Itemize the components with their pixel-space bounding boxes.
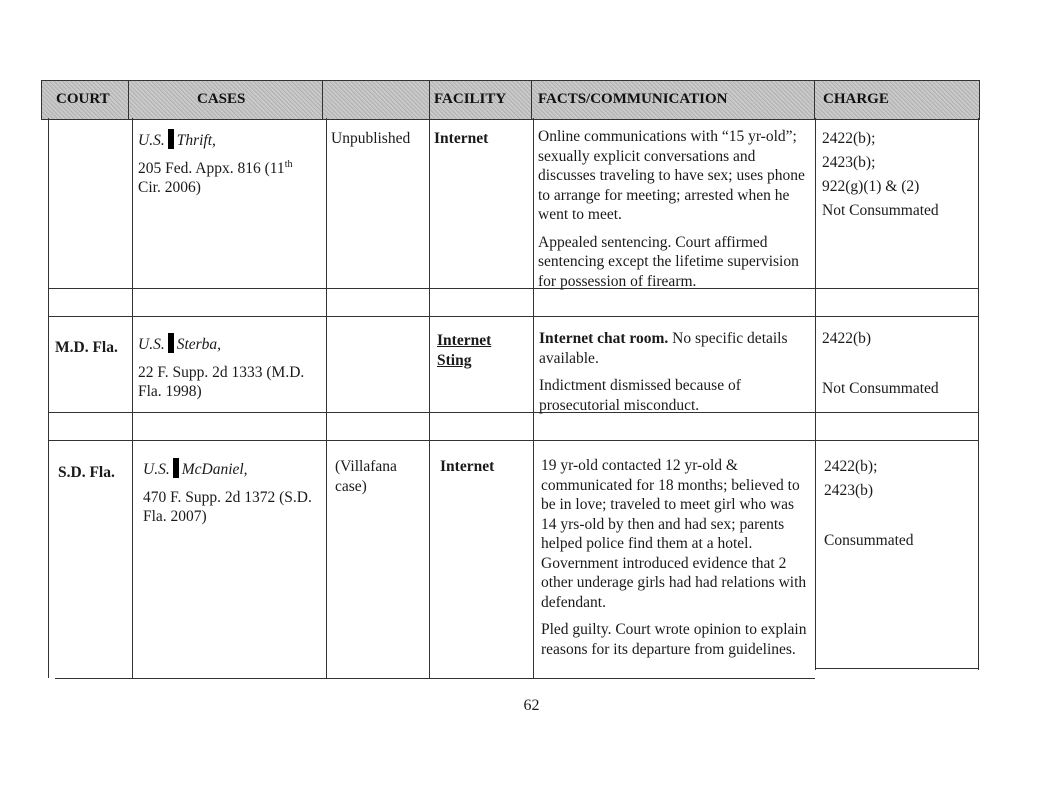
page-number: 62 — [523, 697, 540, 714]
header-charge: CHARGE — [823, 91, 889, 107]
charge-item: 2423(b); — [822, 154, 876, 171]
case-name: Thrift, — [176, 132, 216, 149]
case-name: McDaniel, — [181, 461, 248, 478]
redaction-mark — [168, 129, 174, 149]
notes-cell: (Villafana case) — [335, 458, 397, 495]
facts-paragraph: Pled guilty. Court wrote opinion to explain reasons for its departure from guidelines. — [541, 621, 807, 658]
charge-item: 922(g)(1) & (2) — [822, 178, 920, 195]
charge-item: Consummated — [824, 532, 914, 549]
facts-paragraph: 19 yr-old contacted 12 yr-old & communicated for 18 months; believed to be in love; traveled to meet girl who was 14 yrs-old by then and had sex; parents helped police find them at a hotel. Government introduced evidence that 2 other underage girls had had relations with defendant. — [541, 457, 807, 611]
redaction-mark — [168, 333, 174, 353]
notes-cell: Unpublished — [331, 130, 411, 147]
charge-item: Not Consummated — [822, 202, 939, 219]
case-citation: 205 Fed. Appx. 816 (11 — [138, 159, 285, 177]
facts-cell — [539, 329, 809, 423]
redaction-mark — [173, 458, 179, 478]
header-court: COURT — [42, 81, 129, 119]
header-facility: FACILITY — [430, 81, 532, 119]
charge-item: 2423(b) — [824, 482, 874, 499]
facts-cell — [541, 456, 811, 667]
case-name: Sterba, — [176, 336, 222, 353]
facts-paragraph: Indictment dismissed because of prosecutorial misconduct. — [539, 377, 741, 414]
case-citation: 22 F. Supp. 2d 1333 (M.D. Fla. 1998) — [138, 363, 305, 400]
header-cases: CASES — [129, 81, 323, 119]
header-notes — [323, 81, 430, 119]
court-cell: M.D. Fla. — [55, 339, 118, 356]
charge-cell — [822, 127, 972, 223]
facts-paragraph: Online communications with “15 yr-old”; sexually explicit conversations and discusses traveling to have sex; uses phone to arrange for meeting; arrested when he went to meet. — [538, 128, 805, 223]
charge-item: 2422(b); — [824, 458, 878, 475]
header-facts: FACTS/COMMUNICATION — [532, 81, 815, 119]
facts-cell — [538, 127, 810, 299]
citation-superscript: th — [284, 158, 293, 170]
facility-cell: Internet — [434, 130, 489, 147]
case-prefix: U.S. — [143, 461, 170, 478]
facts-bold-lead: Internet chat room. — [539, 330, 669, 347]
case-prefix: U.S. — [138, 336, 165, 353]
case-prefix: U.S. — [138, 132, 165, 149]
facts-paragraph: Appealed sentencing. Court affirmed sentencing except the lifetime supervision for possession of firearm. — [538, 233, 799, 290]
table-header — [41, 80, 980, 120]
case-citation-tail: Cir. 2006) — [138, 179, 201, 196]
charge-item: Not Consummated — [822, 379, 939, 397]
case-cell — [138, 129, 323, 206]
case-cell — [138, 333, 323, 410]
facility-cell: Internet Sting — [437, 332, 492, 369]
court-cell: S.D. Fla. — [58, 464, 115, 481]
case-cell — [143, 458, 325, 535]
facts-rest: No specific details available. — [539, 330, 788, 367]
case-citation: 470 F. Supp. 2d 1372 (S.D. Fla. 2007) — [143, 488, 312, 525]
charge-cell — [824, 455, 974, 553]
charge-item: 2422(b); — [822, 130, 876, 147]
charge-item: 2422(b) — [822, 330, 872, 347]
facility-cell: Internet — [440, 458, 495, 475]
charge-cell — [822, 329, 972, 398]
